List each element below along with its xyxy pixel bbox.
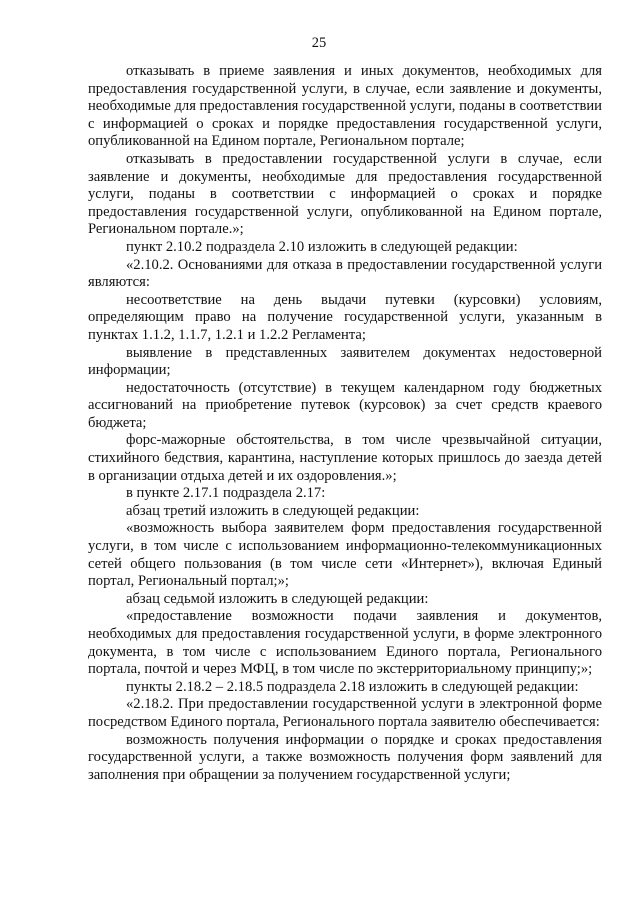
paragraph-ground-false-info: выявление в представленных заявителем документах недостоверной информации; bbox=[88, 344, 602, 379]
paragraph-clause-2-18-2: «2.18.2. При предоставлении государственной услуги в электронной форме посредством Единого портала, Регионального портала заявителю обеспечивается: bbox=[88, 696, 602, 730]
paragraph-third-abzac-text: «возможность выбора заявителем форм предоставления государственной услуги, в том числе с использованием информационно-телекоммуникационных сетей общего пользования (в том числе сети «Интернет»), включая Единый портал, Региональный портал;»; bbox=[88, 520, 602, 590]
paragraph-clause-2-17-1: в пункте 2.17.1 подраздела 2.17: bbox=[126, 485, 326, 502]
paragraph-clause-2-10-2-heading: «2.10.2. Основаниями для отказа в предоставлении государственной услуги являются: bbox=[88, 256, 602, 291]
paragraph-clause-2-10-2-instruction: пункт 2.10.2 подраздела 2.10 изложить в следующей редакции: bbox=[126, 238, 518, 255]
paragraph-third-abzac-instruction: абзац третий изложить в следующей редакции: bbox=[126, 502, 420, 519]
paragraph-info-availability: возможность получения информации о порядке и сроках предоставления государственной услуги, а также возможность получения форм заявлений для заполнения при обращении за получением государственной услуги; bbox=[88, 731, 602, 783]
paragraph-seventh-abzac-text: «предоставление возможности подачи заявления и документов, необходимых для предоставления государственной услуги, в форме электронного документа, в том числе с использованием Единого портала, Регионального портала, почтой и через МФЦ, в том числе по экстерриториальному принципу;»; bbox=[88, 608, 602, 678]
paragraph-ground-insufficient-budget: недостаточность (отсутствие) в текущем календарном году бюджетных ассигнований на приобретение путевок (курсовок) за счет средств краевого бюджета; bbox=[88, 379, 602, 431]
document-body bbox=[88, 63, 602, 784]
page-number: 25 bbox=[311, 35, 327, 51]
paragraph-ground-nonconformity: несоответствие на день выдачи путевки (курсовки) условиям, определяющим право на получение государственной услуги, указанным в пунктах 1.1.2, 1.1.7, 1.2.1 и 1.2.2 Регламента; bbox=[88, 291, 602, 343]
paragraph-refuse-acceptance: отказывать в приеме заявления и иных документов, необходимых для предоставления государственной услуги, в случае, если заявление и документы, необходимые для предоставления государственной услуги, поданы в соответствии с информацией о сроках и порядке предоставления государственной услуги, опубликованной на Едином портале, Региональном портале; bbox=[88, 63, 602, 150]
paragraph-seventh-abzac-instruction: абзац седьмой изложить в следующей редакции: bbox=[126, 590, 429, 607]
paragraph-refuse-provision: отказывать в предоставлении государственной услуги в случае, если заявление и документы, необходимые для предоставления государственной услуги, поданы в соответствии с информацией о сроках и порядке предоставления государственной услуги, опубликованной на Едином портале, Региональном портале.»; bbox=[88, 150, 602, 238]
paragraph-ground-force-majeure: форс-мажорные обстоятельства, в том числе чрезвычайной ситуации, стихийного бедствия, карантина, наступление которых пришлось до заезда детей в организации отдыха детей и их оздоровления.»; bbox=[88, 432, 602, 484]
paragraph-clauses-2-18-instruction: пункты 2.18.2 – 2.18.5 подраздела 2.18 изложить в следующей редакции: bbox=[126, 678, 579, 695]
